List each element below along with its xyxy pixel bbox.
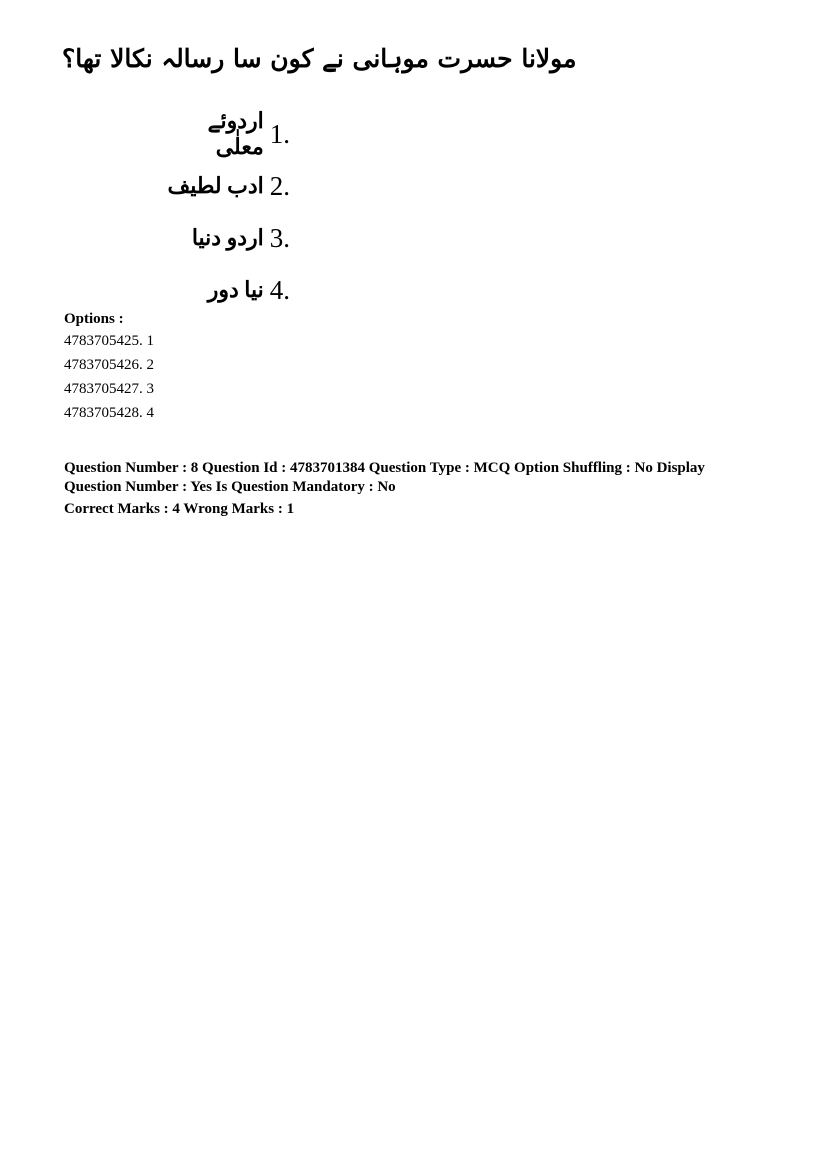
options-label: Options :: [64, 311, 124, 327]
option-id-line: 4783705427. 3: [64, 381, 154, 397]
option-id-line: 4783705426. 2: [64, 357, 154, 373]
urdu-option-2-text: ادب لطیف: [167, 173, 264, 198]
urdu-option-2: [160, 160, 290, 212]
option-id-line: 4783705425. 1: [64, 333, 154, 349]
urdu-option-1-text: اردوئے معلٰی: [207, 108, 264, 159]
urdu-option-4: [160, 264, 290, 316]
urdu-option-3: [160, 212, 290, 264]
question-metadata: [64, 459, 774, 519]
question-text: مولانا حسرت موہانی نے کون سا رسالہ نکالا تھا؟: [62, 44, 577, 73]
question-meta-line-1: Question Number : 8 Question Id : 4783701384 Question Type : MCQ Option Shuffling : No Display: [64, 460, 705, 476]
urdu-option-3-number: 3.: [269, 222, 290, 253]
urdu-option-3-text: اردو دنیا: [191, 225, 264, 250]
question-meta-line-2: Question Number : Yes Is Question Mandatory : No: [64, 479, 396, 495]
urdu-option-1: [160, 108, 290, 160]
urdu-option-4-number: 4.: [269, 274, 290, 305]
urdu-option-1-number: 1.: [269, 118, 290, 149]
urdu-options-image: [160, 108, 290, 316]
urdu-option-4-text: نیا دور: [207, 277, 264, 302]
option-id-list: [64, 333, 154, 429]
option-id-line: 4783705428. 4: [64, 405, 154, 421]
marks-line: Correct Marks : 4 Wrong Marks : 1: [64, 501, 295, 517]
urdu-option-2-number: 2.: [269, 170, 290, 201]
